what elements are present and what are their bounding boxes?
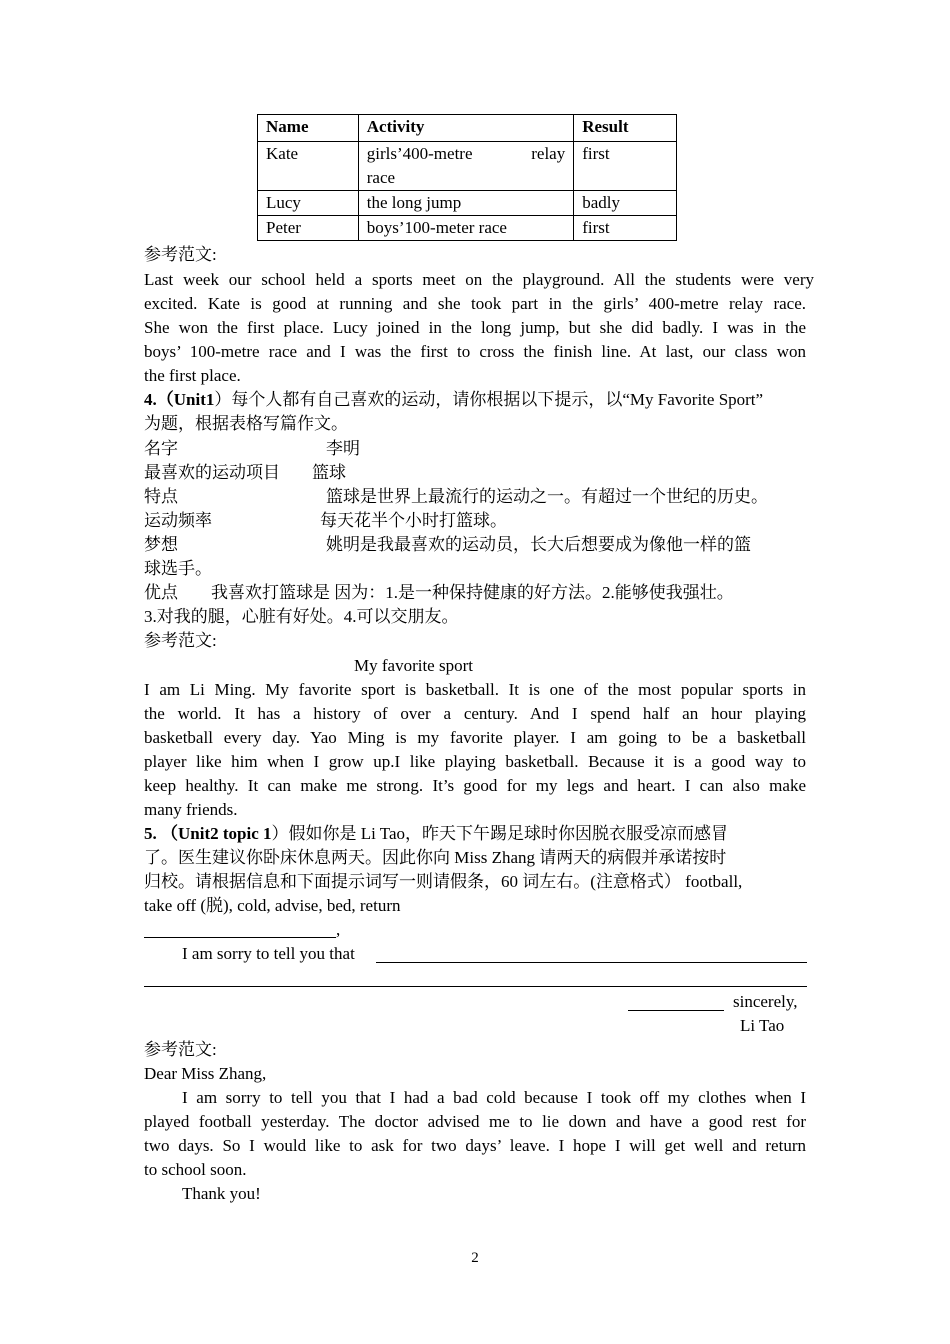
essay-line: keep healthy. It can make me strong. It’s good for my legs and heart. I can also make <box>144 776 806 795</box>
cell-activity <box>358 142 573 191</box>
table-row <box>258 142 677 191</box>
info-label-frequency: 运动频率 <box>144 511 212 530</box>
header-activity: Activity <box>358 115 573 142</box>
essay-line: the world. It has a history of over a century. And I spend half an hour playing <box>144 704 806 723</box>
info-value-advantage: 我喜欢打篮球是 因为：1.是一种保持健康的好方法。2.能够使我强壮。 <box>211 583 734 602</box>
sorry-prompt: I am sorry to tell you that <box>182 944 355 963</box>
info-label-advantage: 优点 <box>144 583 178 602</box>
page-number: 2 <box>471 1250 479 1266</box>
essay-line: boys’ 100-metre race and I was the first to cross the finish line. At last, our class won <box>144 342 806 361</box>
task5-instructions-line: 归校。请根据信息和下面提示词写一则请假条，60 词左右。(注意格式） football, <box>144 872 743 891</box>
info-value-feature: 篮球是世界上最流行的运动之一。有超过一个世纪的历史。 <box>326 487 768 506</box>
info-value-sport: 篮球 <box>312 463 346 482</box>
info-value-dream: 姚明是我最喜欢的运动员，长大后想要成为像他一样的篮 <box>326 535 751 554</box>
table-row <box>258 191 677 216</box>
cell-activity: the long jump <box>358 191 573 216</box>
essay-line: many friends. <box>144 800 238 819</box>
cell-activity-part: race <box>366 168 396 187</box>
task4-unit: （Unit1 <box>156 390 215 409</box>
info-label-sport: 最喜欢的运动项目 <box>144 463 280 482</box>
task5-unit: （Unit2 topic 1 <box>161 824 272 843</box>
cell-name: Lucy <box>258 191 359 216</box>
task4-instructions-line: 为题，根据表格写篇作文。 <box>144 414 348 433</box>
letter-line: I am sorry to tell you that I had a bad cold because I took off my clothes when I <box>182 1088 806 1107</box>
essay-line: the first place. <box>144 366 241 385</box>
reference-label: 参考范文: <box>144 1040 217 1059</box>
essay-line: She won the first place. Lucy joined in the long jump, but she did badly. I was in the <box>144 318 806 337</box>
header-name: Name <box>258 115 359 142</box>
answer-blank <box>376 962 807 963</box>
greeting-comma: , <box>336 920 341 939</box>
task5-heading <box>144 822 728 846</box>
letter-line: two days. So I would like to ask for two days’ leave. I hope I will get well and return <box>144 1136 806 1155</box>
answer-blank <box>144 986 807 987</box>
greeting-blank <box>144 937 336 938</box>
cell-name: Peter <box>258 216 359 241</box>
letter-closing: Thank you! <box>182 1184 261 1203</box>
task4-number: 4. <box>144 390 157 409</box>
info-label-feature: 特点 <box>144 487 178 506</box>
results-table <box>257 114 677 241</box>
task5-number: 5. <box>144 824 157 843</box>
task4-instructions: ）每个人都有自己喜欢的运动，请你根据以下提示，以“My Favorite Sport” <box>214 390 764 409</box>
essay-line: Last week our school held a sports meet on the playground. All the students were very <box>144 270 814 289</box>
signature: Li Tao <box>740 1016 785 1035</box>
task5-instructions: ）假如你是 Li Tao，昨天下午踢足球时你因脱衣服受凉而感冒 <box>271 824 729 843</box>
table-row <box>258 216 677 241</box>
cell-name: Kate <box>258 142 359 191</box>
essay-line: excited. Kate is good at running and she took part in the girls’ 400-metre relay race. <box>144 294 806 313</box>
task5-instructions-line: 了。医生建议你卧床休息两天。因此你向 Miss Zhang 请两天的病假并承诺按时 <box>144 848 727 867</box>
reference-label: 参考范文: <box>144 245 217 264</box>
info-label-name: 名字 <box>144 439 178 458</box>
letter-line: to school soon. <box>144 1160 247 1179</box>
cell-activity: boys’100-meter race <box>358 216 573 241</box>
info-value-name: 李明 <box>326 439 360 458</box>
cell-activity-part: girls’400-metre <box>366 144 473 163</box>
letter-greeting: Dear Miss Zhang, <box>144 1064 267 1083</box>
info-value-dream-cont: 球选手。 <box>144 559 212 578</box>
cell-result: first <box>574 216 677 241</box>
reference-label: 参考范文: <box>144 631 217 650</box>
closing-sincerely: sincerely, <box>733 992 798 1011</box>
essay-title: My favorite sport <box>354 656 473 675</box>
info-label-dream: 梦想 <box>144 535 178 554</box>
essay-line: player like him when I grow up.I like playing basketball. Because it is a good way to <box>144 752 806 771</box>
cell-result: first <box>574 142 677 191</box>
info-value-frequency: 每天花半个小时打篮球。 <box>320 511 507 530</box>
essay-line: basketball every day. Yao Ming is my favorite player. I am going to be a basketball <box>144 728 806 747</box>
closing-blank <box>628 1010 724 1011</box>
info-value-advantage-cont: 3.对我的腿，心脏有好处。4.可以交朋友。 <box>144 607 459 626</box>
table-header-row <box>258 115 677 142</box>
essay-line: I am Li Ming. My favorite sport is basketball. It is one of the most popular sports in <box>144 680 806 699</box>
letter-line: played football yesterday. The doctor advised me to lie down and have a good rest for <box>144 1112 806 1131</box>
header-result: Result <box>574 115 677 142</box>
cell-activity-part: relay <box>531 144 566 163</box>
cell-result: badly <box>574 191 677 216</box>
task4-heading <box>144 388 763 412</box>
task5-instructions-line: take off (脱), cold, advise, bed, return <box>144 896 401 915</box>
